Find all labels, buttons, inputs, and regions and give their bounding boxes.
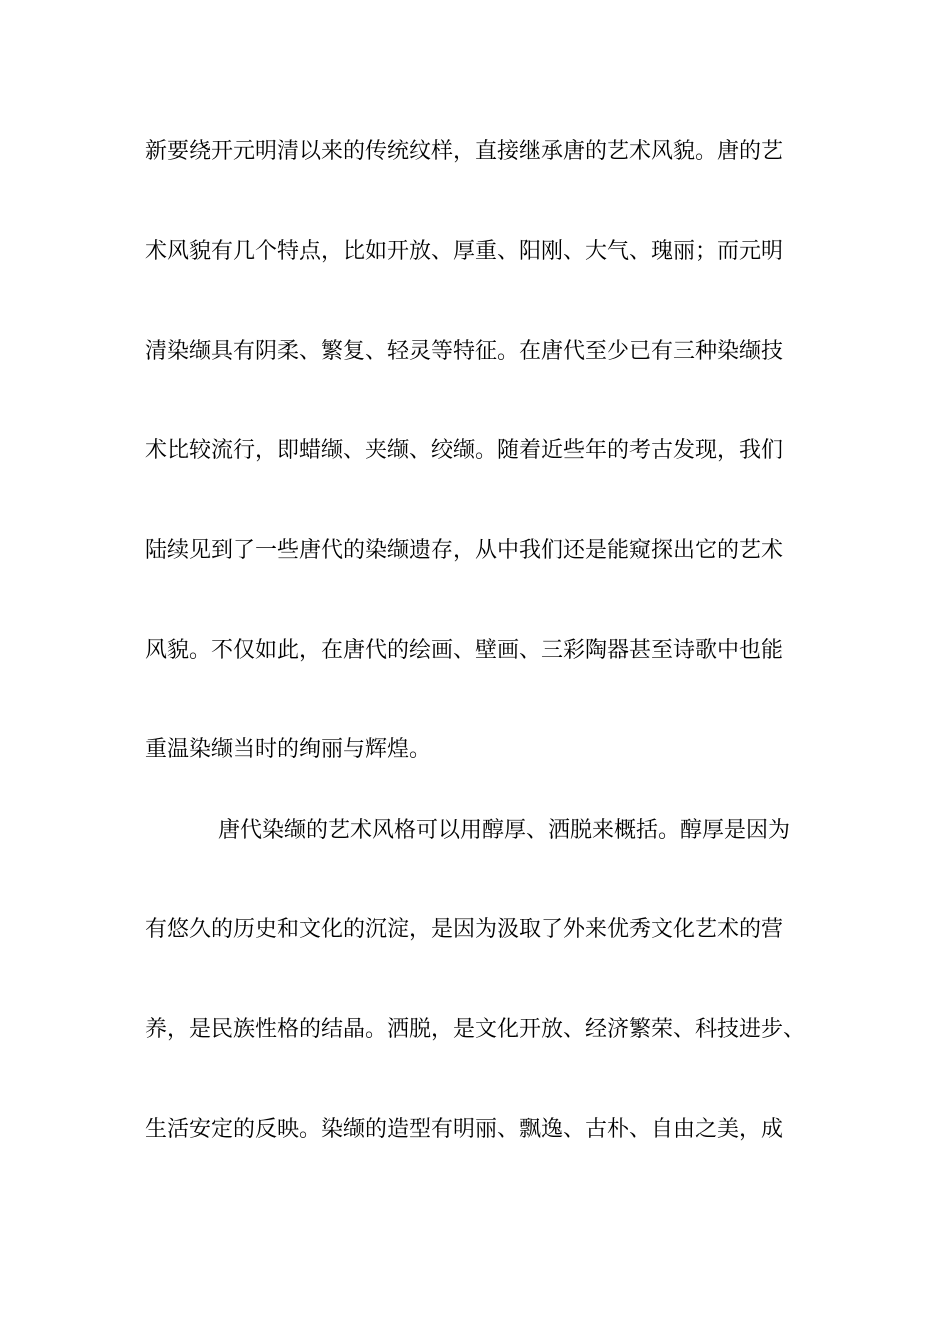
text-line: 术风貌有几个特点，比如开放、厚重、阳刚、大气、瑰丽；而元明 [145, 239, 784, 264]
text-line: 术比较流行，即蜡缬、夹缬、绞缬。随着近些年的考古发现，我们 [145, 438, 784, 463]
text-line: 陆续见到了一些唐代的染缬遗存，从中我们还是能窥探出它的艺术 [145, 538, 784, 563]
text-line: 清染缬具有阴柔、繁复、轻灵等特征。在唐代至少已有三种染缬技 [145, 339, 784, 364]
text-line: 风貌。不仅如此，在唐代的绘画、壁画、三彩陶器甚至诗歌中也能 [145, 638, 784, 663]
text-line: 有悠久的历史和文化的沉淀，是因为汲取了外来优秀文化艺术的营 [145, 917, 784, 942]
text-line: 新要绕开元明清以来的传统纹样，直接继承唐的艺术风貌。唐的艺 [145, 139, 784, 164]
text-line: 生活安定的反映。染缬的造型有明丽、飘逸、古朴、自由之美，成 [145, 1117, 784, 1142]
paragraph-first-line: 唐代染缬的艺术风格可以用醇厚、洒脱来概括。醇厚是因为 [218, 818, 791, 843]
text-line: 养，是民族性格的结晶。洒脱，是文化开放、经济繁荣、科技进步、 [145, 1017, 806, 1042]
text-line: 重温染缬当时的绚丽与辉煌。 [145, 737, 432, 762]
